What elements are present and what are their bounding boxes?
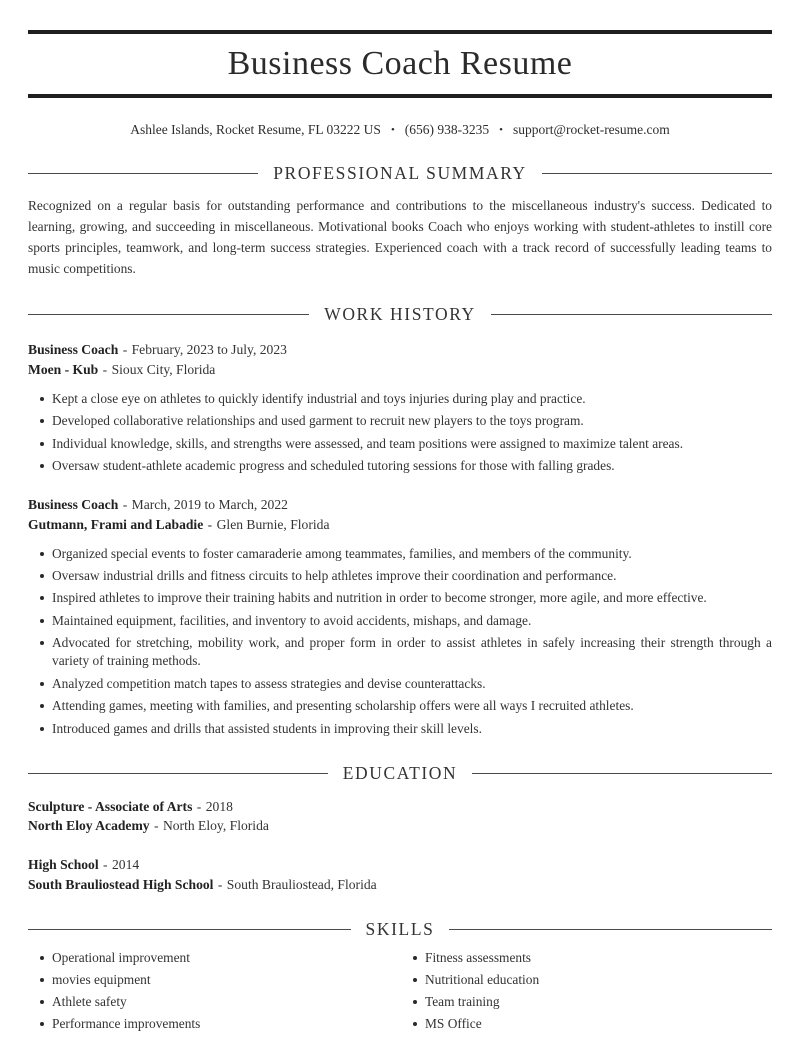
education-school-line <box>28 875 772 895</box>
heading-rule-right <box>472 773 772 774</box>
page-title: Business Coach Resume <box>227 45 573 82</box>
dash-separator: - <box>102 362 108 378</box>
job-bullet: Attending games, meeting with families, and presenting scholarship offers were all ways I recruited athletes. <box>52 697 772 715</box>
education-entry-1 <box>28 797 772 836</box>
dash-separator: - <box>217 876 223 892</box>
education-degree: Sculpture - Associate of Arts <box>28 798 193 814</box>
job-bullet: Maintained equipment, facilities, and inventory to avoid accidents, mishaps, and damage. <box>52 612 772 630</box>
heading-rule-right <box>542 173 772 174</box>
contact-address: Ashlee Islands, Rocket Resume, FL 03222 US <box>130 121 381 137</box>
summary-paragraph: Recognized on a regular basis for outstanding performance and contributions to the miscellaneous industry's success. Dedicated to learning, growing, and succeeding in miscellaneous. Motivational books Coach who enjoys working with student-athletes to instill core sports principles, teamwork, and long-term success strategies. Experienced coach with a track record of successfully leading teams to music competitions. <box>28 198 772 276</box>
skill-item: Nutritional education <box>425 971 772 989</box>
job-entry-1 <box>28 340 772 475</box>
summary-heading-label: PROFESSIONAL SUMMARY <box>273 163 527 184</box>
section-heading-education <box>28 763 772 784</box>
education-school: South Brauliostead High School <box>28 876 214 892</box>
job-location: Sioux City, Florida <box>111 362 216 378</box>
contact-separator: • <box>499 123 504 136</box>
skills-column-right <box>400 949 772 1037</box>
skills-heading-label: SKILLS <box>365 919 435 940</box>
dash-separator: - <box>122 497 128 513</box>
heading-rule-left <box>28 314 309 315</box>
heading-rule-right <box>449 929 772 930</box>
job-dates: February, 2023 to July, 2023 <box>131 342 287 358</box>
job-bullet: Oversaw industrial drills and fitness circuits to help athletes improve their coordination and performance. <box>52 567 772 585</box>
job-bullet-list <box>28 390 772 475</box>
education-degree-line <box>28 855 772 875</box>
contact-separator: • <box>390 123 395 136</box>
education-degree: High School <box>28 857 99 873</box>
skills-list-left <box>28 949 400 1033</box>
skills-list-right <box>401 949 772 1033</box>
job-bullet: Organized special events to foster camaraderie among teammates, families, and members of the community. <box>52 545 772 563</box>
education-entry-2 <box>28 855 772 894</box>
dash-separator: - <box>122 342 128 358</box>
contact-email: support@rocket-resume.com <box>513 121 670 137</box>
job-bullet: Developed collaborative relationships and used garment to recruit new players to the toys program. <box>52 412 772 430</box>
header-top-rule <box>28 30 772 34</box>
dash-separator: - <box>154 818 159 834</box>
job-title-line <box>28 340 772 360</box>
job-company: Moen - Kub <box>28 362 99 378</box>
job-bullet: Inspired athletes to improve their training habits and nutrition in order to become stronger, more agile, and more effective. <box>52 589 772 607</box>
job-location: Glen Burnie, Florida <box>216 516 330 532</box>
education-school: North Eloy Academy <box>28 818 150 834</box>
education-location: North Eloy, Florida <box>162 818 269 834</box>
skills-columns <box>28 949 772 1037</box>
job-bullet: Oversaw student-athlete academic progress and scheduled tutoring sessions for those with falling grades. <box>52 457 772 475</box>
contact-phone: (656) 938-3235 <box>404 121 490 137</box>
heading-rule-right <box>491 314 772 315</box>
dash-separator: - <box>103 857 108 873</box>
dash-separator: - <box>207 516 213 532</box>
heading-rule-left <box>28 173 258 174</box>
education-school-line <box>28 816 772 836</box>
education-year: 2018 <box>205 798 233 814</box>
job-bullet: Individual knowledge, skills, and strengths were assessed, and team positions were assigned to maximize talent areas. <box>52 435 772 453</box>
job-dates: March, 2019 to March, 2022 <box>131 497 288 513</box>
job-company-line <box>28 360 772 380</box>
section-heading-skills <box>28 919 772 940</box>
heading-rule-left <box>28 773 328 774</box>
job-title: Business Coach <box>28 342 119 358</box>
section-heading-work-history <box>28 304 772 325</box>
job-title: Business Coach <box>28 497 119 513</box>
job-bullet: Advocated for stretching, mobility work, and proper form in order to assist athletes in safely increasing their strength through a variety of training methods. <box>52 635 772 669</box>
education-location: South Brauliostead, Florida <box>226 876 377 892</box>
job-company-line <box>28 515 772 535</box>
job-bullet: Kept a close eye on athletes to quickly identify industrial and toys injuries during play and practice. <box>52 390 772 408</box>
education-heading-label: EDUCATION <box>342 762 458 783</box>
skill-item: MS Office <box>425 1015 772 1033</box>
job-company: Gutmann, Frami and Labadie <box>28 516 204 532</box>
job-bullet: Analyzed competition match tapes to assess strategies and devise counterattacks. <box>52 675 772 693</box>
skill-item: Team training <box>425 993 772 1011</box>
skill-item: movies equipment <box>52 971 400 989</box>
job-bullet-list <box>28 545 772 738</box>
job-title-line <box>28 495 772 515</box>
job-entry-2 <box>28 495 772 737</box>
skill-item: Performance improvements <box>52 1015 400 1033</box>
education-degree-line <box>28 797 772 817</box>
contact-row <box>28 121 772 139</box>
skills-column-left <box>28 949 400 1037</box>
dash-separator: - <box>196 798 202 814</box>
skill-item: Athlete safety <box>52 993 400 1011</box>
heading-rule-left <box>28 929 351 930</box>
header-bottom-rule <box>28 94 772 98</box>
skill-item: Fitness assessments <box>425 949 772 967</box>
skill-item: Operational improvement <box>52 949 400 967</box>
section-heading-summary <box>28 163 772 184</box>
work-history-heading-label: WORK HISTORY <box>324 304 476 325</box>
job-bullet: Introduced games and drills that assisted students in improving their skill levels. <box>52 720 772 738</box>
education-year: 2014 <box>111 857 140 873</box>
